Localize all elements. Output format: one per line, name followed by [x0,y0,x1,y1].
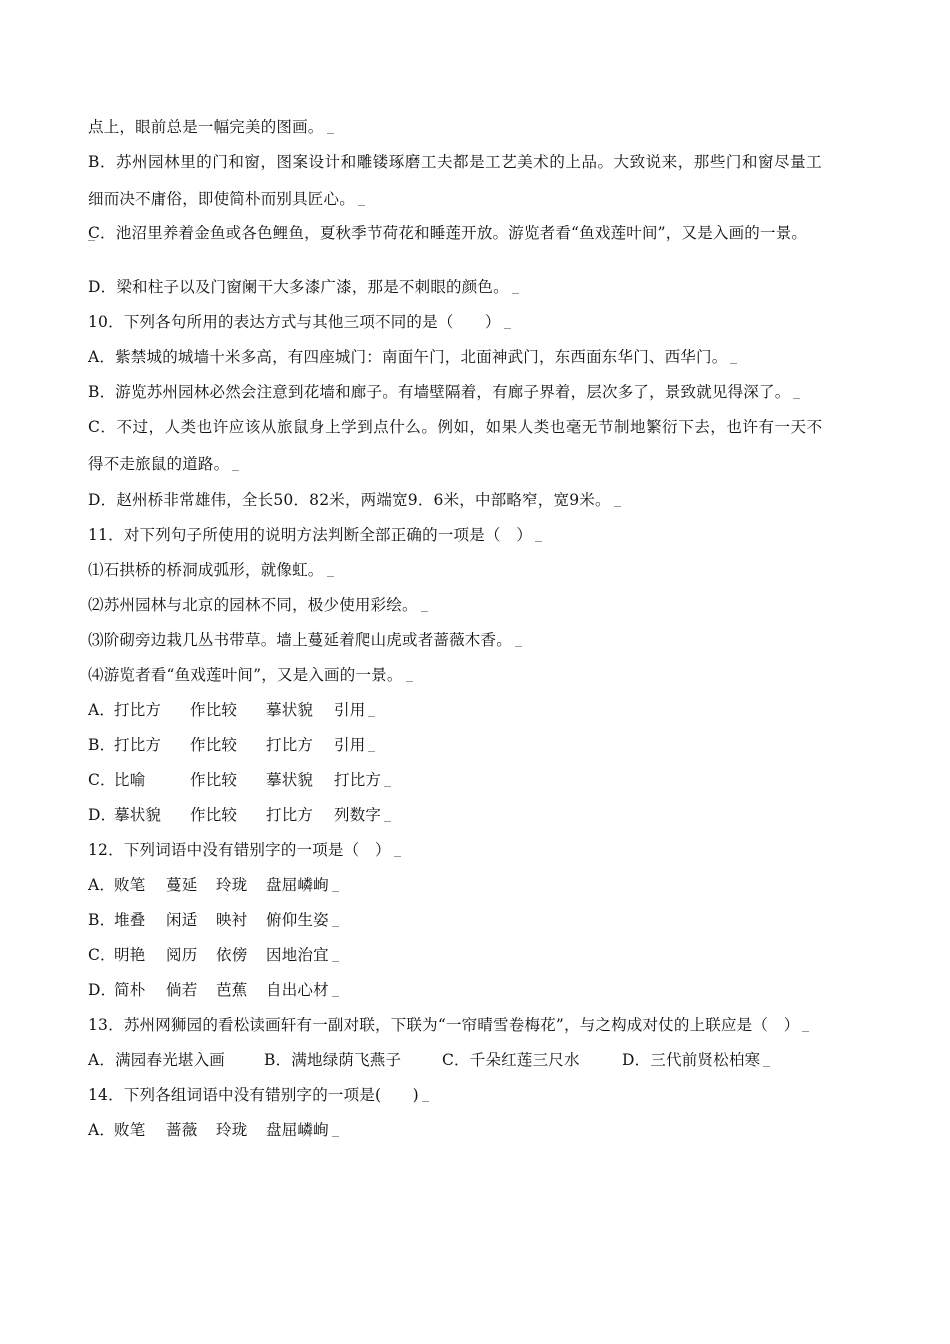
q14-option-a: A．败笔 蔷薇 玲珑 盘屈嶙峋 [88,1113,868,1148]
question-14: 14．下列各组词语中没有错别字的一项是( ) [88,1078,868,1113]
q11-option-d: D．摹状貌 作比较 打比方 列数字 [88,798,868,833]
q11-sentence-1: ⑴石拱桥的桥洞成弧形，就像虹。 [88,553,868,588]
q12-option-c: C．明艳 阅历 依傍 因地治宜 [88,938,868,973]
q10-option-b: B．游览苏州园林必然会注意到花墙和廊子。有墙壁隔着，有廊子界着，层次多了，景致就见得深了。 [88,375,868,410]
q13-option-c-label: C． [442,1051,470,1069]
q12-option-d: D．简朴 倘若 芭蕉 自出心材 [88,973,868,1008]
q13-option-a: 满园春光堪入画 [115,1051,225,1069]
q9-option-d: D．梁和柱子以及门窗阑干大多漆广漆，那是不刺眼的颜色。 [88,270,868,305]
q10-option-a: A．紫禁城的城墙十米多高，有四座城门：南面午门，北面神武门，东西面东华门、西华门。 [88,340,868,375]
q10-option-c-continuation: 得不走旅鼠的道路。 [88,445,868,483]
q12-option-a: A．败笔 蔓延 玲珑 盘屈嶙峋 [88,868,868,903]
question-11: 11．对下列句子所使用的说明方法判断全部正确的一项是（ ） [88,518,868,553]
document-page [88,110,868,1148]
q9-option-b: B．苏州园林里的门和窗，图案设计和雕镂琢磨工夫都是工艺美术的上品。大致说来，那些门和窗尽量工 [88,153,823,171]
question-13: 13．苏州网狮园的看松读画轩有一副对联，下联为“一帘晴雪卷梅花”，与之构成对仗的上联应是（ ） [88,1008,868,1043]
q10-option-c: C．不过，人类也许应该从旅鼠身上学到点什么。例如，如果人类也毫无节制地繁衍下去，也许有一天不 [88,418,823,436]
q9-option-b-continuation: 细而决不庸俗，即使简朴而别具匠心。 [88,180,868,218]
q13-options [88,1043,868,1078]
q12-option-b: B．堆叠 闲适 映衬 俯仰生姿 [88,903,868,938]
q9-option-c: C．池沼里养着金鱼或各色鲤鱼，夏秋季节荷花和睡莲开放。游览者看“鱼戏莲叶间”，又是入画的一景。 [88,224,808,242]
q11-sentence-4: ⑷游览者看“鱼戏莲叶间”，又是入画的一景。 [88,658,868,693]
q13-option-d-label: D． [622,1051,651,1069]
q13-option-a-label: A． [88,1051,116,1069]
q10-option-d: D．赵州桥非常雄伟，全长50．82米，两端宽9．6米，中部略窄，宽9米。 [88,483,868,518]
q13-option-b-label: B． [264,1051,292,1069]
q13-option-b: 满地绿荫飞燕子 [291,1051,402,1069]
question-10: 10．下列各句所用的表达方式与其他三项不同的是（ ） [88,305,868,340]
q11-option-b: B．打比方 作比较 打比方 引用 [88,728,868,763]
q11-sentence-3: ⑶阶砌旁边栽几丛书带草。墙上蔓延着爬山虎或者蔷薇木香。 [88,623,868,658]
q11-option-c: C．比喻 作比较 摹状貌 打比方 [88,763,868,798]
q13-option-d: 三代前贤松柏寒 [650,1051,761,1069]
question-12: 12．下列词语中没有错别字的一项是（ ） [88,833,868,868]
q11-option-a: A．打比方 作比较 摹状貌 引用 [88,693,868,728]
q11-sentence-2: ⑵苏州园林与北京的园林不同，极少使用彩绘。 [88,588,868,623]
q9-option-a-continuation: 点上，眼前总是一幅完美的图画。 [88,110,868,145]
q13-option-c: 千朵红莲三尺水 [469,1051,580,1069]
